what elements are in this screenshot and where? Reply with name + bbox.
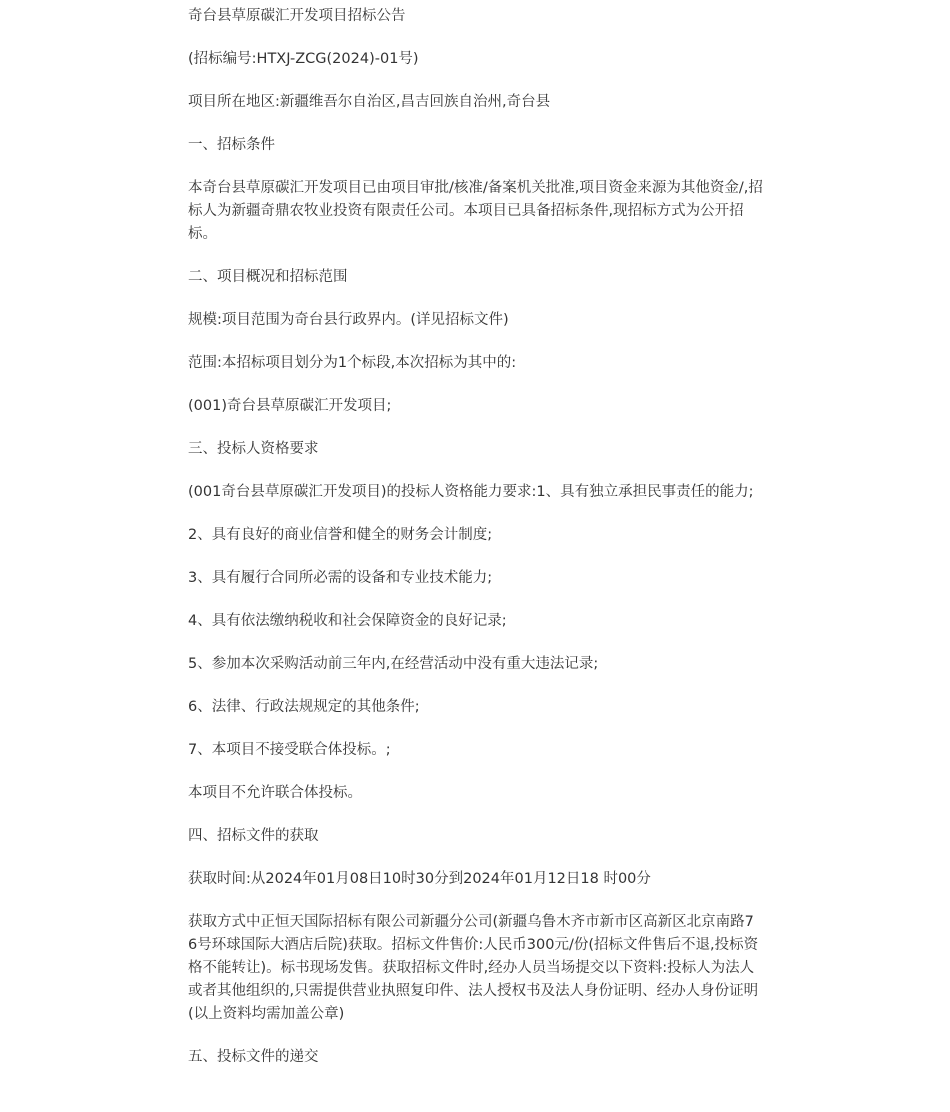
section-heading-project-overview: 二、项目概况和招标范围 (188, 269, 348, 285)
section-heading-tender-conditions: 一、招标条件 (188, 137, 275, 153)
qualification-item-2: 2、具有良好的商业信誉和健全的财务会计制度; (188, 527, 493, 543)
section-heading-bidder-qualifications: 三、投标人资格要求 (188, 441, 319, 457)
project-scope-text: 范围:本招标项目划分为1个标段,本次招标为其中的: (188, 355, 517, 371)
section-heading-obtain-documents: 四、招标文件的获取 (188, 828, 319, 844)
lot-001-text: (001)奇台县草原碳汇开发项目; (188, 398, 392, 414)
tender-conditions-text: 本奇台县草原碳汇开发项目已由项目审批/核准/备案机关批准,项目资金来源为其他资金/,招标人为新疆奇鼎农牧业投资有限责任公司。本项目已具备招标条件,现招标方式为公开招标。 (188, 180, 763, 242)
section-heading-submit-bids: 五、投标文件的递交 (188, 1049, 319, 1065)
qualification-item-3: 3、具有履行合同所必需的设备和专业技术能力; (188, 570, 493, 586)
tender-number: (招标编号:HTXJ-ZCG(2024)-01号) (188, 51, 419, 67)
consortium-note: 本项目不允许联合体投标。 (188, 785, 362, 801)
announcement-title: 奇台县草原碳汇开发项目招标公告 (188, 8, 406, 24)
qualification-item-6: 6、法律、行政法规规定的其他条件; (188, 699, 420, 715)
qualification-item-5: 5、参加本次采购活动前三年内,在经营活动中没有重大违法记录; (188, 656, 599, 672)
obtain-method-text: 获取方式中正恒天国际招标有限公司新疆分公司(新疆乌鲁木齐市新市区高新区北京南路76号环球国际大酒店后院)获取。招标文件售价:人民币300元/份(招标文件售后不退,投标资格不能转让)。标书现场发售。获取招标文件时,经办人员当场提交以下资料:投标人为法人或者其他组织的,只需提供营业执照复印件、法人授权书及法人身份证明、经办人身份证明(以上资料均需加盖公章) (188, 914, 759, 1022)
project-scale-text: 规模:项目范围为奇台县行政界内。(详见招标文件) (188, 312, 509, 328)
project-location: 项目所在地区:新疆维吾尔自治区,昌吉回族自治州,奇台县 (188, 94, 551, 110)
qualification-item-7: 7、本项目不接受联合体投标。; (188, 742, 391, 758)
obtain-time-text: 获取时间:从2024年01月08日10时30分到2024年01月12日18 时00分 (188, 871, 651, 887)
qualification-item-4: 4、具有依法缴纳税收和社会保障资金的良好记录; (188, 613, 507, 629)
announcement-body (188, 5, 763, 1089)
qualification-item-1: (001奇台县草原碳汇开发项目)的投标人资格能力要求:1、具有独立承担民事责任的能力; (188, 484, 754, 500)
